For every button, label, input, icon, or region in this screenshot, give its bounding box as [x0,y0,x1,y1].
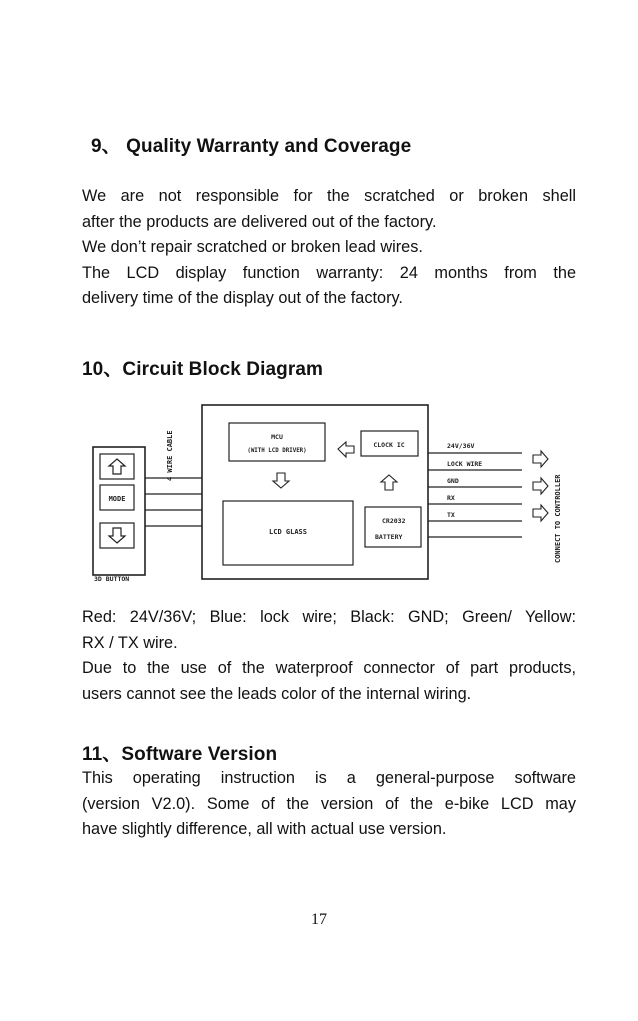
left-arrow-icon [338,442,354,457]
section-9-line-1: We are not responsible for the scratched or broken shell [82,187,576,205]
section-9-line-4: The LCD display function warranty: 24 months from the [82,263,576,282]
right-arrow-icon [533,505,548,521]
section-10-body [82,605,576,707]
circuit-block-diagram [85,393,575,588]
down-arrow-icon [273,473,289,488]
section-11-body [82,766,576,843]
section-10-heading: 10、Circuit Block Diagram [82,359,324,380]
battery-label-2: BATTERY [375,533,403,541]
buttons-label: 3D BUTTON [94,575,130,583]
right-arrow-icon [533,478,548,494]
up-arrow-icon [381,475,397,490]
section-11-line-3: have slightly difference, all with actual use version. [82,820,447,838]
signal-label-tx: TX [447,511,455,519]
right-arrow-icon [533,451,548,467]
signal-label-rx: RX [447,494,455,502]
mcu-block [229,423,325,461]
battery-block [365,507,421,547]
section-10-line-1: Red: 24V/36V; Blue: lock wire; Black: GND; Green/ Yellow: [82,608,576,626]
section-10-line-2: RX / TX wire. [82,633,178,652]
section-9-heading: 9、 Quality Warranty and Coverage [91,136,412,157]
mcu-sub-label: (WITH LCD DRIVER) [247,448,307,454]
mode-label: MODE [108,495,126,503]
signal-label-24v: 24V/36V [447,442,475,450]
section-9-line-2: after the products are delivered out of the factory. [82,212,437,231]
section-9-body [82,184,576,312]
wire-cable-label: 4 WIRE CABLE [166,430,174,481]
down-button [100,523,134,548]
signal-label-gnd: GND [447,477,459,485]
button-panel [93,447,145,575]
section-10-line-3: Due to the use of the waterproof connector of part products, [82,659,576,677]
lcd-glass-label: LCD GLASS [269,528,307,536]
section-10-line-4: users cannot see the leads color of the internal wiring. [82,684,472,703]
up-arrow-icon [109,459,125,474]
section-11-line-1: This operating instruction is a general-purpose software [82,769,576,787]
up-button [100,454,134,479]
section-9-line-3: We don’t repair scratched or broken lead wires. [82,238,423,256]
section-9-line-5: delivery time of the display out of the factory. [82,289,403,307]
down-arrow-icon [109,528,125,543]
mcu-label: MCU [271,433,283,441]
page-number: 17 [311,911,327,928]
section-11-line-2: (version V2.0). Some of the version of the e-bike LCD may [82,794,576,813]
signal-label-lock-wire: LOCK WIRE [447,460,483,468]
clock-ic-label: CLOCK IC [373,441,405,449]
battery-label-1: CR2032 [382,517,406,525]
section-11-heading: 11、Software Version [82,744,278,765]
connect-to-controller-label: CONNECT TO CONTROLLER [554,474,562,563]
